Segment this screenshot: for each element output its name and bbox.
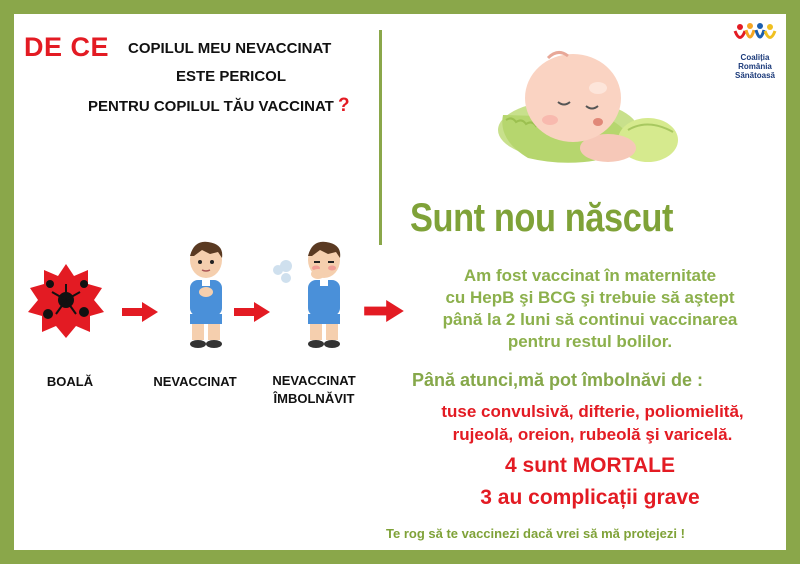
paragraph-line: până la 2 luni să continui vaccinarea [442, 310, 738, 329]
header-line-3: PENTRU COPILUL TĂU VACCINAT ? [88, 95, 350, 116]
logo-text-1: Coaliția [740, 53, 770, 62]
until-text: Până atunci,mă pot îmbolnăvi de : [412, 370, 704, 390]
header-line-1: COPILUL MEU NEVACCINAT [128, 40, 332, 57]
label-unvaccinated-sick [258, 372, 370, 408]
diseases-list [395, 400, 790, 446]
vaccination-paragraph [395, 265, 785, 353]
arrow-right-icon [234, 302, 270, 322]
coalitia-logo [724, 22, 786, 80]
logo-figures-icon [733, 22, 777, 48]
unvaccinated-child-illustration [174, 240, 238, 350]
label-sick-line1: NEVACCINAT [272, 373, 356, 388]
paragraph-line: Am fost vaccinat în maternitate [463, 266, 717, 285]
label-unvaccinated: NEVACCINAT [153, 374, 237, 389]
grave-text: 3 au complicații grave [480, 486, 700, 509]
header-de-ce: DE CE [24, 32, 110, 62]
sick-child-illustration [292, 240, 356, 350]
paragraph-line: cu HepB şi BCG şi trebuie să aştept [445, 288, 735, 307]
sleeping-baby-illustration [488, 40, 698, 175]
diseases-line: rujeolă, oreion, rubeolă şi varicelă. [452, 425, 733, 444]
logo-text-3: Sănătoasă [734, 71, 776, 80]
virus-icon [26, 262, 106, 342]
label-sick-line2: ÎMBOLNĂVIT [273, 391, 355, 406]
arrow-right-icon [122, 302, 158, 322]
paragraph-line: pentru restul bolilor. [507, 332, 673, 351]
label-disease: BOALĂ [46, 374, 94, 389]
title-newborn: Sunt nou născut [410, 196, 674, 240]
vertical-divider [379, 30, 382, 245]
final-appeal: Te rog să te vaccinezi dacă vrei să mă protejezi ! [386, 526, 685, 541]
header-line-2: ESTE PERICOL [176, 68, 287, 85]
question-mark: ? [338, 95, 350, 116]
arrow-right-icon [364, 300, 404, 322]
mortal-text: 4 sunt MORTALE [505, 454, 675, 477]
logo-text-2: România [738, 62, 772, 71]
diseases-line: tuse convulsivă, difterie, poliomielită, [441, 402, 744, 421]
